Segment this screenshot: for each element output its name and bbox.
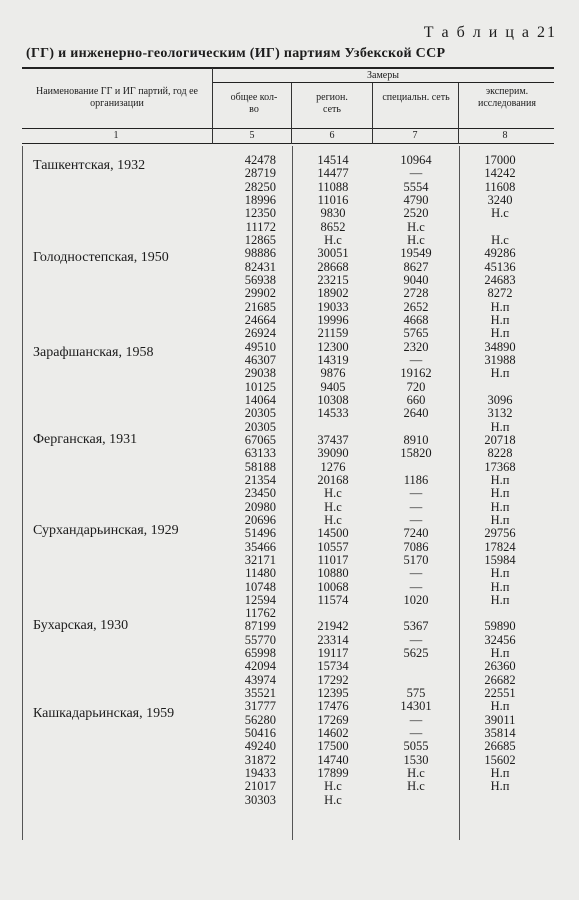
table-cell: 15602	[484, 752, 516, 767]
table-cell: 17292	[317, 672, 349, 687]
table-cell: 49510	[244, 339, 276, 354]
table-cell: 15734	[317, 659, 349, 674]
colnum-6: 6	[329, 130, 335, 141]
table-cell: 19033	[317, 299, 349, 314]
table-cell	[462, 381, 538, 394]
colnum-7: 7	[412, 130, 418, 141]
body-divider	[292, 146, 293, 840]
table-cell	[378, 674, 454, 687]
table-cell: Н.с	[407, 232, 425, 247]
table-cell: 23314	[317, 632, 349, 647]
table-cell: Н.с	[324, 512, 342, 527]
table-cell: 10125	[244, 379, 276, 394]
table-cell: 4668	[403, 312, 429, 327]
org-kashkadarya: Кашкадарьинская, 1959	[33, 706, 175, 721]
table-cell: Н.с	[324, 499, 342, 514]
table-cell: 10308	[317, 392, 349, 407]
table-cell: 39090	[317, 446, 349, 461]
table-cell: —	[409, 632, 423, 647]
table-cell: Н.с	[324, 792, 342, 807]
table-cell: Н.п	[490, 566, 510, 581]
table-cell: 17368	[484, 459, 516, 474]
table-cell: 34890	[484, 339, 516, 354]
table-cell: 17899	[317, 766, 349, 781]
table-cell: 5625	[403, 646, 429, 661]
table-cell: Н.п	[490, 299, 510, 314]
table-cell: 87199	[244, 619, 276, 634]
table-cell	[378, 794, 454, 807]
table-cell: 14602	[317, 726, 349, 741]
table-cell: 17500	[317, 739, 349, 754]
table-cell: 8652	[320, 219, 346, 234]
table-cell: 10880	[317, 566, 349, 581]
table-cell: Н.п	[490, 486, 510, 501]
table-cell: 29902	[244, 286, 276, 301]
table-cell: Н.п	[490, 512, 510, 527]
table-cell: 1020	[403, 592, 429, 607]
table-cell: 11016	[317, 192, 349, 207]
table-cell: 15984	[484, 552, 516, 567]
table-cell: 56938	[244, 272, 276, 287]
table-cell: 21942	[317, 619, 349, 634]
table-cell	[300, 607, 366, 620]
table-cell: 12395	[317, 686, 349, 701]
table-cell: 9830	[320, 206, 346, 221]
table-cell: —	[409, 486, 423, 501]
table-cell: 3240	[487, 192, 513, 207]
table-cell: Н.п	[490, 312, 510, 327]
table-cell: 660	[406, 392, 426, 407]
body-divider	[22, 146, 23, 840]
table-cell: 19996	[317, 312, 349, 327]
table-cell: 55770	[244, 632, 276, 647]
table-cell: 14500	[317, 526, 349, 541]
table-cell: 30303	[244, 792, 276, 807]
table-cell: 1276	[320, 459, 346, 474]
colnum-rule	[22, 143, 554, 144]
table-cell: 17000	[484, 153, 516, 167]
table-cell: 26360	[484, 659, 516, 674]
table-cell: 28719	[244, 166, 276, 181]
table-cell: Н.п	[490, 472, 510, 487]
table-cell	[462, 794, 538, 807]
table-cell: 18996	[244, 192, 276, 207]
table-cell	[462, 607, 538, 620]
org-tashkent: Ташкентская, 1932	[33, 158, 146, 173]
table-cell: 32456	[484, 632, 516, 647]
table-cell: 17824	[484, 539, 516, 554]
table-cell: 18902	[317, 286, 349, 301]
table-cell: 30051	[317, 246, 349, 261]
table-cell: 575	[406, 686, 426, 701]
table-cell: 1186	[403, 472, 429, 487]
table-cell: 51496	[244, 526, 276, 541]
table-cell: 28250	[244, 179, 276, 194]
table-cell: 20305	[244, 419, 276, 434]
table-cell: Н.п	[490, 699, 510, 714]
table-cell: 5055	[403, 739, 429, 754]
table-cell: 29756	[484, 526, 516, 541]
table-cell: 14514	[317, 153, 349, 167]
table-cell: 21159	[317, 326, 349, 341]
table-cell: Н.с	[324, 779, 342, 794]
table-cell: 9405	[320, 379, 346, 394]
table-cell: 14533	[317, 406, 349, 421]
colnum-1: 1	[113, 130, 119, 141]
table-cell	[378, 421, 454, 434]
table-cell: 58188	[244, 459, 276, 474]
table-cell: Н.п	[490, 646, 510, 661]
table-cell: —	[409, 566, 423, 581]
table-cell: 42478	[244, 153, 276, 167]
table-cell: 45136	[484, 259, 516, 274]
table-cell: Н.п	[490, 499, 510, 514]
header-col5: общее кол-во	[230, 92, 278, 115]
table-cell: 14301	[400, 699, 432, 714]
table-cell: 12594	[244, 592, 276, 607]
table-cell: 15820	[400, 446, 432, 461]
table-cell: 11088	[317, 179, 349, 194]
table-cell: —	[409, 512, 423, 527]
table-cell: 22551	[484, 686, 516, 701]
table-cell: 11574	[317, 592, 349, 607]
table-cell: 2320	[403, 339, 429, 354]
table-cell: 2520	[403, 206, 429, 221]
table-cell: Н.с	[491, 206, 509, 221]
table-cell: 98886	[244, 246, 276, 261]
org-surkhandarya: Сурхандарьинская, 1929	[33, 523, 179, 538]
table-cell	[462, 221, 538, 234]
table-cell: 14319	[317, 352, 349, 367]
table-cell: 14740	[317, 752, 349, 767]
table-cell: Н.с	[491, 232, 509, 247]
table-cell: 9876	[320, 366, 346, 381]
header-divider	[291, 83, 292, 144]
table-cell: 8228	[487, 446, 513, 461]
table-cell: 59890	[484, 619, 516, 634]
table-cell: 65998	[244, 646, 276, 661]
table-cell: 32171	[244, 552, 276, 567]
colnum-5: 5	[249, 130, 255, 141]
table-cell: 10748	[244, 579, 276, 594]
table-cell: 21017	[244, 779, 276, 794]
table-cell: 19549	[400, 246, 432, 261]
table-cell: 14477	[317, 166, 349, 181]
table-cell: 35521	[244, 686, 276, 701]
table-cell: Н.п	[490, 579, 510, 594]
table-cell: Н.п	[490, 766, 510, 781]
body-divider	[459, 146, 460, 840]
table-cell: Н.п	[490, 326, 510, 341]
table-cell: 7086	[403, 539, 429, 554]
table-cell: 14242	[484, 166, 516, 181]
header-group-zamery: Замеры	[367, 70, 399, 81]
column-special-network	[378, 154, 454, 807]
table-cell: 20168	[317, 472, 349, 487]
table-cell: 12350	[244, 206, 276, 221]
table-cell	[378, 461, 454, 474]
table-cell: Н.с	[324, 232, 342, 247]
table-cell: Н.с	[407, 219, 425, 234]
table-cell: —	[409, 499, 423, 514]
table-cell: 20305	[244, 406, 276, 421]
table-cell: 63133	[244, 446, 276, 461]
table-cell: 3096	[487, 392, 513, 407]
table-cell: 43974	[244, 672, 276, 687]
table-cell: 11608	[484, 179, 516, 194]
table-cell: 720	[406, 379, 426, 394]
table-cell: 7240	[403, 526, 429, 541]
table-cell: Н.п	[490, 366, 510, 381]
table-cell: 19117	[317, 646, 349, 661]
org-zarafshan: Зарафшанская, 1958	[33, 345, 154, 360]
table-cell: 56280	[244, 712, 276, 727]
table-cell: 39011	[484, 712, 516, 727]
table-cell: Н.п	[490, 419, 510, 434]
table-cell: 5554	[403, 179, 429, 194]
table-cell: 10557	[317, 539, 349, 554]
table-cell: 20718	[484, 432, 516, 447]
table-cell: —	[409, 352, 423, 367]
table-cell: 10068	[317, 579, 349, 594]
table-cell	[378, 660, 454, 673]
table-cell: 67065	[244, 432, 276, 447]
table-cell: 50416	[244, 726, 276, 741]
table-cell: Н.п	[490, 779, 510, 794]
table-cell: 3132	[487, 406, 513, 421]
table-cell: Н.с	[407, 779, 425, 794]
table-cell: 28668	[317, 259, 349, 274]
header-col8: эксперим. исследования	[478, 86, 536, 109]
table-cell: 2728	[403, 286, 429, 301]
column-regional-network	[300, 154, 366, 807]
table-cell: 1530	[403, 752, 429, 767]
table-cell: 17476	[317, 699, 349, 714]
table-cell: 24664	[244, 312, 276, 327]
top-rule	[22, 67, 554, 69]
table-cell: —	[409, 166, 423, 181]
table-cell: 26685	[484, 739, 516, 754]
table-cell: 10964	[400, 153, 432, 167]
table-cell: 8627	[403, 259, 429, 274]
table-cell: 11480	[245, 566, 276, 581]
table-cell: 49240	[244, 739, 276, 754]
table-cell: Н.п	[490, 592, 510, 607]
table-cell: 37437	[317, 432, 349, 447]
table-cell: 29038	[244, 366, 276, 381]
table-cell: 26682	[484, 672, 516, 687]
table-cell: 8272	[487, 286, 513, 301]
table-cell: 26924	[244, 326, 276, 341]
table-cell: 24683	[484, 272, 516, 287]
table-cell: 8910	[403, 432, 429, 447]
org-fergana: Ферганская, 1931	[33, 432, 138, 447]
table-cell: 21354	[244, 472, 276, 487]
table-cell: 42094	[244, 659, 276, 674]
table-cell: 19162	[400, 366, 432, 381]
header-col7: специальн. сеть	[382, 92, 450, 103]
header-col6: регион. сеть	[316, 92, 348, 115]
table-cell: 31777	[244, 699, 276, 714]
table-cell: Н.с	[407, 766, 425, 781]
table-cell: —	[409, 712, 423, 727]
column-total-count	[228, 154, 276, 807]
table-cell: 12865	[244, 232, 276, 247]
header-divider	[458, 83, 459, 144]
table-cell: 23450	[244, 486, 276, 501]
subheader-rule	[22, 128, 554, 129]
table-cell: Н.с	[324, 486, 342, 501]
table-cell: 9040	[403, 272, 429, 287]
table-cell: —	[409, 579, 423, 594]
table-cell: 2652	[403, 299, 429, 314]
table-cell: 4790	[403, 192, 429, 207]
table-cell: 23215	[317, 272, 349, 287]
table-cell: 21685	[244, 299, 276, 314]
table-cell: 11017	[317, 552, 349, 567]
table-cell: 11172	[245, 219, 276, 234]
column-experimental	[462, 154, 538, 807]
table-cell: 35466	[244, 539, 276, 554]
table-cell: 20696	[244, 512, 276, 527]
header-divider	[372, 83, 373, 144]
table-cell	[300, 421, 366, 434]
table-cell: 31988	[484, 352, 516, 367]
table-cell: 12300	[317, 339, 349, 354]
group-rule	[212, 82, 554, 83]
org-bukhara: Бухарская, 1930	[33, 618, 129, 633]
table-cell: 31872	[244, 752, 276, 767]
table-cell: 82431	[244, 259, 276, 274]
table-cell: 20980	[244, 499, 276, 514]
table-cell: 2640	[403, 406, 429, 421]
table-cell: 5367	[403, 619, 429, 634]
table-cell: 5765	[403, 326, 429, 341]
table-label: Т а б л и ц а 21	[423, 24, 557, 41]
colnum-8: 8	[502, 130, 508, 141]
org-golodnostep: Голодностепская, 1950	[33, 250, 169, 265]
table-cell: 14064	[244, 392, 276, 407]
page-title: (ГГ) и инженерно-геологическим (ИГ) партиям Узбекской ССР	[26, 46, 446, 61]
table-cell: 17269	[317, 712, 349, 727]
table-cell: 11762	[245, 606, 276, 621]
table-cell: 49286	[484, 246, 516, 261]
table-cell: 46307	[244, 352, 276, 367]
table-cell: 35814	[484, 726, 516, 741]
table-cell: —	[409, 726, 423, 741]
table-cell: 5170	[403, 552, 429, 567]
table-cell: 19433	[244, 766, 276, 781]
header-name-column: Наименование ГГ и ИГ партий, год ее организации	[36, 86, 198, 109]
table-cell	[378, 607, 454, 620]
